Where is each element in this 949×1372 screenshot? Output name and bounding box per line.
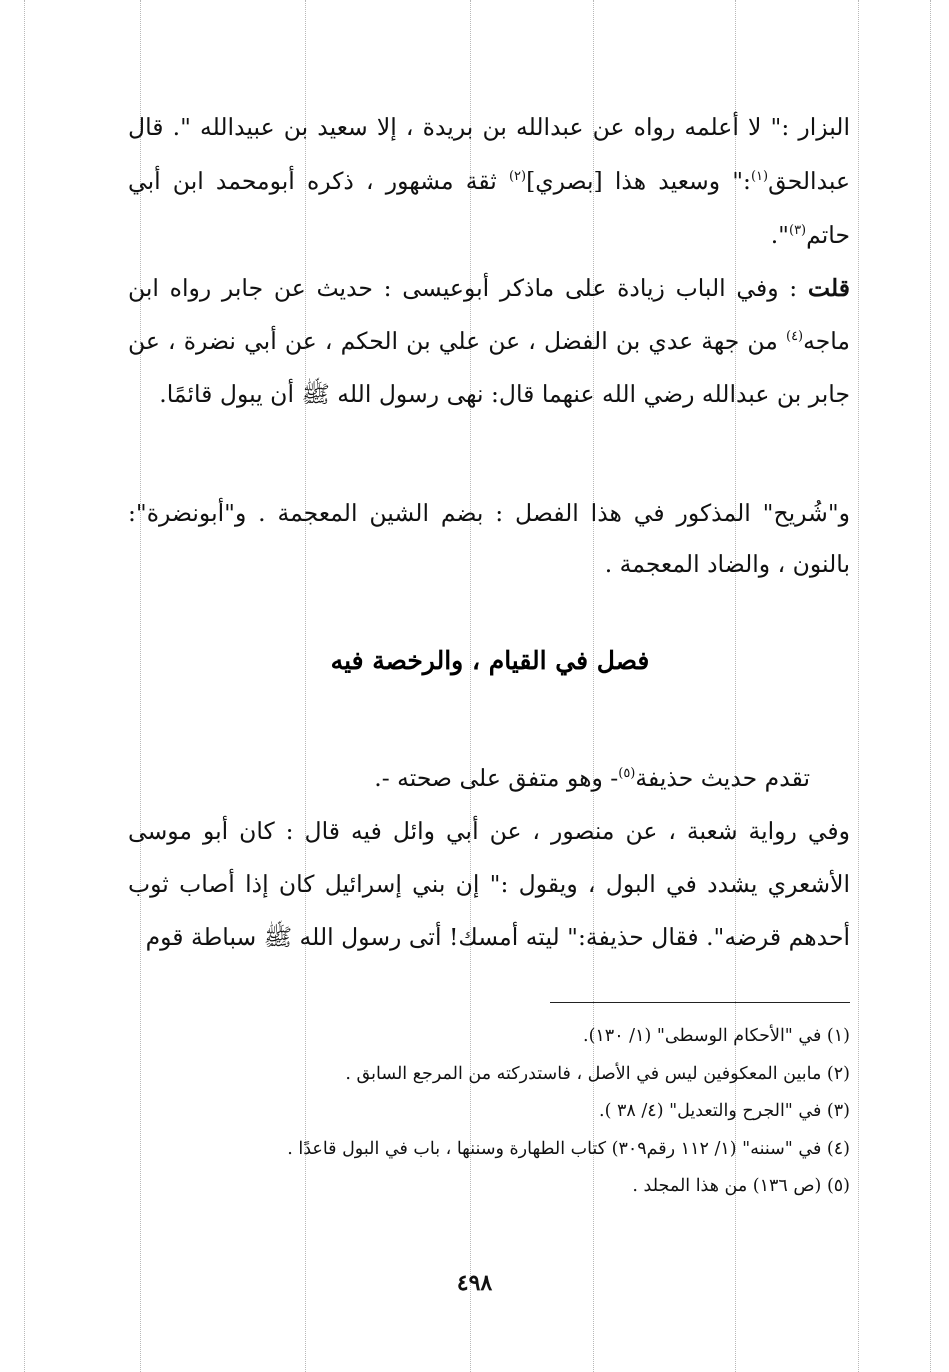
paragraph-text: و"شُريح" المذكور في هذا الفصل : بضم الشين المعجمة . و"أبونضرة": بالنون ، والضاد المعجمة . — [128, 499, 850, 578]
footnote-ref: (١) — [750, 169, 769, 185]
section-title: فصل في القيام ، والرخصة فيه — [330, 646, 650, 675]
body-paragraph-3 — [128, 488, 850, 590]
footnote-ref: (٢) — [508, 169, 527, 185]
paragraph-text: البزار :" لا أعلمه رواه عن عبدالله بن بريدة ، إلا سعيد بن عبيدالله ". قال عبدالحق — [128, 113, 851, 195]
paragraph-text: :" وسعيد هذا [بصري] — [526, 167, 751, 195]
paragraph-text: : وفي الباب زيادة على ماذكر أبوعيسى : حديث عن جابر رواه ابن ماجه — [128, 274, 850, 355]
margin-guide-line — [930, 0, 931, 1372]
margin-guide-line — [24, 0, 25, 1372]
paragraph-first-line — [128, 752, 850, 805]
paragraph-text: من جهة عدي بن الفضل ، عن علي بن الحكم ، عن أبي نضرة ، عن جابر بن عبدالله رضي الله عنهما قال: نهى رسول الله ﷺ أن يبول قائمًا. — [128, 327, 850, 408]
footnote-3: (٣) في "الجرح والتعديل" (٤/ ٣٨ ). — [599, 1101, 850, 1121]
margin-guide-line — [858, 0, 859, 1372]
footnote-1: (١) في "الأحكام الوسطى" (١/ ١٣٠). — [583, 1026, 850, 1046]
paragraph-text: - وهو متفق على صحته -. — [374, 764, 619, 792]
footnote-5: (٥) (ص ١٣٦) من هذا المجلد . — [632, 1176, 850, 1196]
page-number: ٤٩٨ — [456, 1270, 493, 1296]
footnote-separator — [550, 1002, 850, 1003]
footnote-ref: (٤) — [785, 329, 804, 345]
paragraph-text: تقدم حديث حذيفة — [635, 764, 810, 792]
body-paragraph-2 — [128, 262, 850, 421]
footnotes-section — [128, 1018, 850, 1206]
paragraph-continuation: وفي رواية شعبة ، عن منصور ، عن أبي وائل فيه قال : كان أبو موسى الأشعري يشدد في البول ، ويقول :" إن بني إسرائيل كان إذا أصاب ثوب أحدهم قرضه". فقال حذيفة:" ليته أمسك! أتى رسول الله ﷺ سباطة قوم — [128, 817, 850, 951]
paragraph-text: ". — [770, 221, 789, 249]
footnote-4: (٤) في "سننه" (١/ ١١٢ رقم٣٠٩) كتاب الطهارة وسننها ، باب في البول قاعدًا . — [287, 1138, 850, 1159]
footnote-ref: (٥) — [618, 766, 636, 782]
qultu-keyword: قلت — [807, 274, 850, 302]
footnote-2: (٢) مابين المعكوفين ليس في الأصل ، فاستدركته من المرجع السابق . — [345, 1063, 850, 1084]
body-paragraph-4 — [128, 752, 850, 964]
footnote-ref: (٣) — [788, 223, 807, 239]
body-paragraph-1 — [128, 100, 850, 262]
paragraph-text: ثقة مشهور ، ذكره أبومحمد ابن أبي حاتم — [128, 167, 850, 249]
